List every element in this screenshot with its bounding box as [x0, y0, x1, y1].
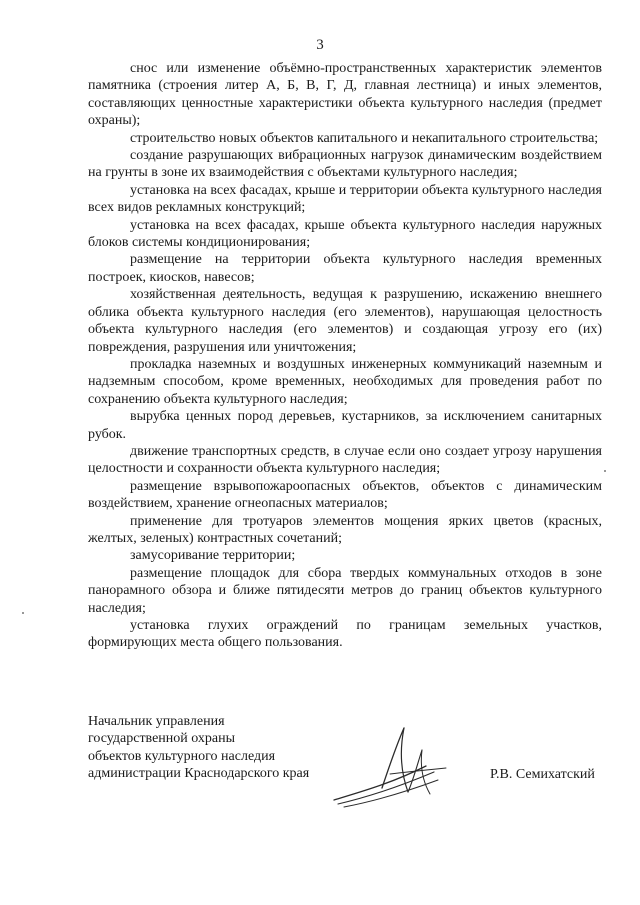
list-item: установка на всех фасадах, крыше объекта культурного наследия наружных блоков системы кондиционирования; [88, 217, 602, 251]
scan-speck [604, 470, 606, 472]
list-item: строительство новых объектов капитального и некапитального строительства; [130, 130, 599, 146]
list-item: замусоривание территории; [130, 548, 296, 564]
list-item: прокладка наземных и воздушных инженерных коммуникаций наземным и надземным способом, кроме временных, необходимых для проведения работ по сохранению объекта культурного наследия; [88, 356, 602, 407]
restrictions-list [88, 60, 602, 652]
list-item: установка на всех фасадах, крыше и территории объекта культурного наследия всех видов рекламных конструкций; [88, 182, 602, 216]
handwritten-signature-icon [330, 722, 450, 812]
list-item: установка глухих ограждений по границам земельных участков, формирующих места общего пользования. [88, 618, 602, 651]
list-item: применение для тротуаров элементов мощения ярких цветов (красных, желтых, зеленых) контрастных сочетаний; [88, 513, 602, 546]
list-item: создание разрушающих вибрационных нагрузок динамическим воздействием на грунты в зоне их взаимодействия с объектами культурного наследия; [88, 148, 602, 181]
list-item: движение транспортных средств, в случае если оно создает угрозу нарушения целостности и сохранности объекта культурного наследия; [88, 443, 602, 477]
list-item: хозяйственная деятельность, ведущая к разрушению, искажению внешнего облика объекта культурного наследия (его элементов), нарушающая целостность объекта культурного наследия (его элементов) и создающая угрозу его (их) повреждения, разрушения или уничтожения; [88, 287, 602, 355]
list-item: вырубка ценных пород деревьев, кустарников, за исключением санитарных рубок. [88, 409, 602, 442]
page-number: 3 [316, 37, 324, 53]
list-item: размещение взрывопожароопасных объектов, объектов с динамическим воздействием, хранение огнеопасных материалов; [88, 478, 602, 512]
list-item: размещение площадок для сбора твердых коммунальных отходов в зоне панорамного обзора и ближе пятидесяти метров до границ объектов культурного наследия; [88, 565, 602, 616]
signatory-title-line: государственной охраны [88, 731, 236, 747]
signatory-title-line: объектов культурного наследия [88, 748, 276, 764]
signatory-title-line: Начальник управления [88, 714, 225, 729]
list-item: снос или изменение объёмно-пространственных характеристик элементов памятника (строения литер А, Б, В, Г, Д, главная лестница) и иных элементов, составляющих ценностные характеристики объекта культурного наследия (предмет охраны); [88, 61, 602, 129]
list-item: размещение на территории объекта культурного наследия временных построек, киосков, навесов; [88, 252, 602, 285]
signer-name: Р.В. Семихатский [490, 767, 595, 782]
scan-speck [22, 612, 24, 614]
signatory-title-line: администрации Краснодарского края [88, 766, 310, 782]
